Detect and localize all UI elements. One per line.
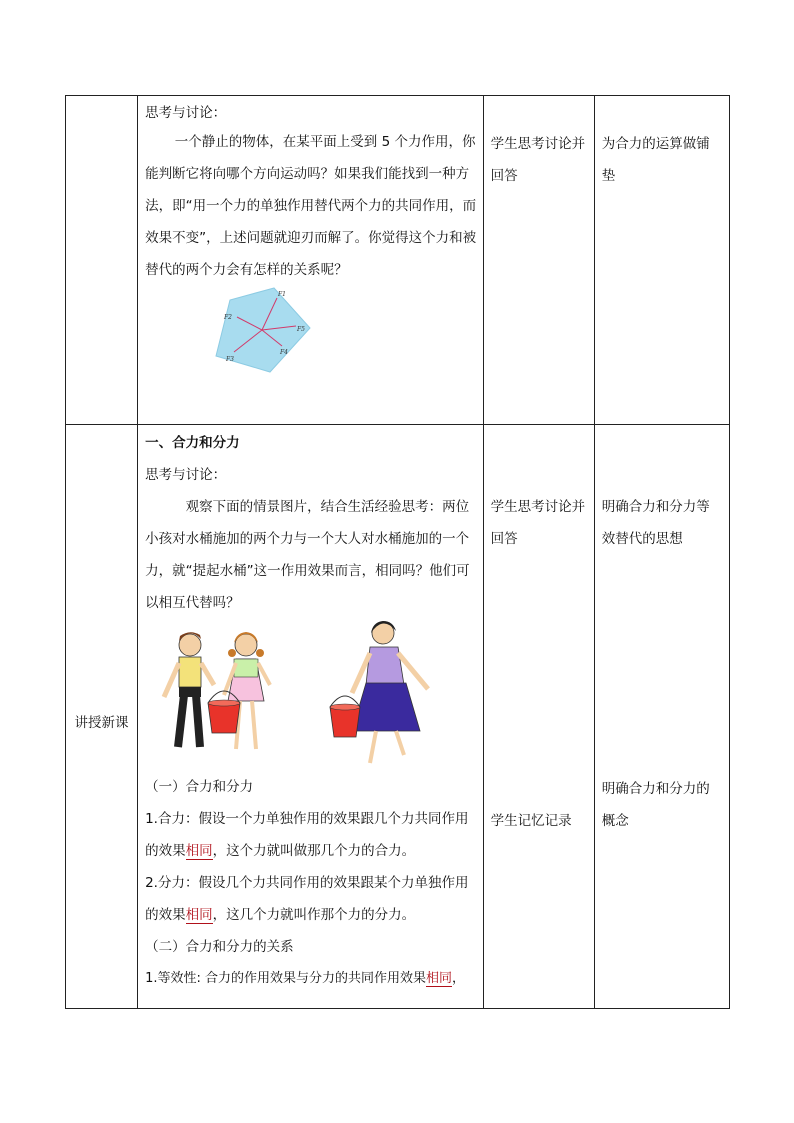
student-activity-cell — [483, 425, 594, 1009]
lesson-plan-table — [65, 95, 730, 1009]
five-forces-figure — [138, 286, 483, 382]
force-label: F5 — [297, 326, 306, 333]
key-term: 相同 — [185, 843, 213, 859]
force-label: F3 — [226, 356, 235, 363]
subsection-title: （二）合力和分力的关系 — [145, 939, 294, 955]
subsection-title: （一）合力和分力 — [145, 779, 254, 795]
design-intent-text: 明确合力和分力等效替代的思想 — [601, 499, 710, 547]
relationship-text: 1.等效性: 合力的作用效果与分力的共同作用效果 — [145, 971, 427, 986]
design-intent-text: 为合力的运算做铺垫 — [601, 136, 710, 184]
discussion-paragraph: 一个静止的物体，在某平面上受到 5 个力作用，你能判断它将向哪个方向运动吗？如果我们能找到一种方法，即“用一个力的单独作用替代两个力的共同作用，而效果不变”，上述问题就迎刃而解了。你觉得这个力和被替代的两个力会有怎样的关系呢？ — [145, 134, 477, 278]
design-intent-cell — [594, 425, 729, 1009]
bucket-children — [208, 691, 240, 733]
stage-cell — [66, 425, 138, 1009]
section-title: 一、合力和分力 — [145, 435, 240, 451]
discussion-heading: 思考与讨论： — [145, 105, 227, 121]
design-intent-cell — [594, 96, 729, 425]
table-row — [66, 425, 730, 1009]
student-activity-text: 学生记忆记录 — [490, 813, 572, 829]
student-activity-cell — [483, 96, 594, 425]
relationship-text: ， — [452, 971, 466, 986]
bucket-lifting-illustration — [138, 619, 483, 769]
key-term: 相同 — [426, 971, 453, 986]
bucket-adult — [330, 696, 360, 737]
table-row — [66, 96, 730, 425]
definition-text: 2.分力：假设几个力共同作用的效果跟某个力单独作用的效果 — [145, 875, 469, 923]
student-activity-text: 学生思考讨论并回答 — [490, 499, 586, 547]
content-cell — [138, 425, 484, 1009]
content-cell — [138, 96, 484, 425]
definition-text: ，这个力就叫做那几个力的合力。 — [212, 843, 416, 859]
relationship-equivalence — [145, 963, 477, 995]
definition-text: 1.合力：假设一个力单独作用的效果跟几个力共同作用的效果 — [145, 811, 469, 859]
definition-text: ，这几个力就叫作那个力的分力。 — [212, 907, 416, 923]
stage-cell-empty — [66, 96, 138, 425]
discussion-heading: 思考与讨论： — [145, 467, 227, 483]
stage-label: 讲授新课 — [74, 714, 129, 731]
definition-resultant-force — [145, 803, 477, 867]
key-term: 相同 — [185, 907, 213, 923]
student-activity-text: 学生思考讨论并回答 — [490, 136, 586, 184]
force-label: F1 — [278, 291, 287, 298]
design-intent-text: 明确合力和分力的概念 — [601, 781, 710, 829]
discussion-paragraph: 观察下面的情景图片，结合生活经验思考：两位小孩对水桶施加的两个力与一个大人对水桶施加的一个力，就“提起水桶”这一作用效果而言，相同吗？他们可以相互代替吗？ — [145, 499, 470, 611]
force-label: F2 — [224, 314, 233, 321]
woman-figure — [352, 621, 428, 763]
boy-figure — [164, 632, 214, 747]
definition-component-force — [145, 867, 477, 931]
force-label: F4 — [280, 349, 289, 356]
